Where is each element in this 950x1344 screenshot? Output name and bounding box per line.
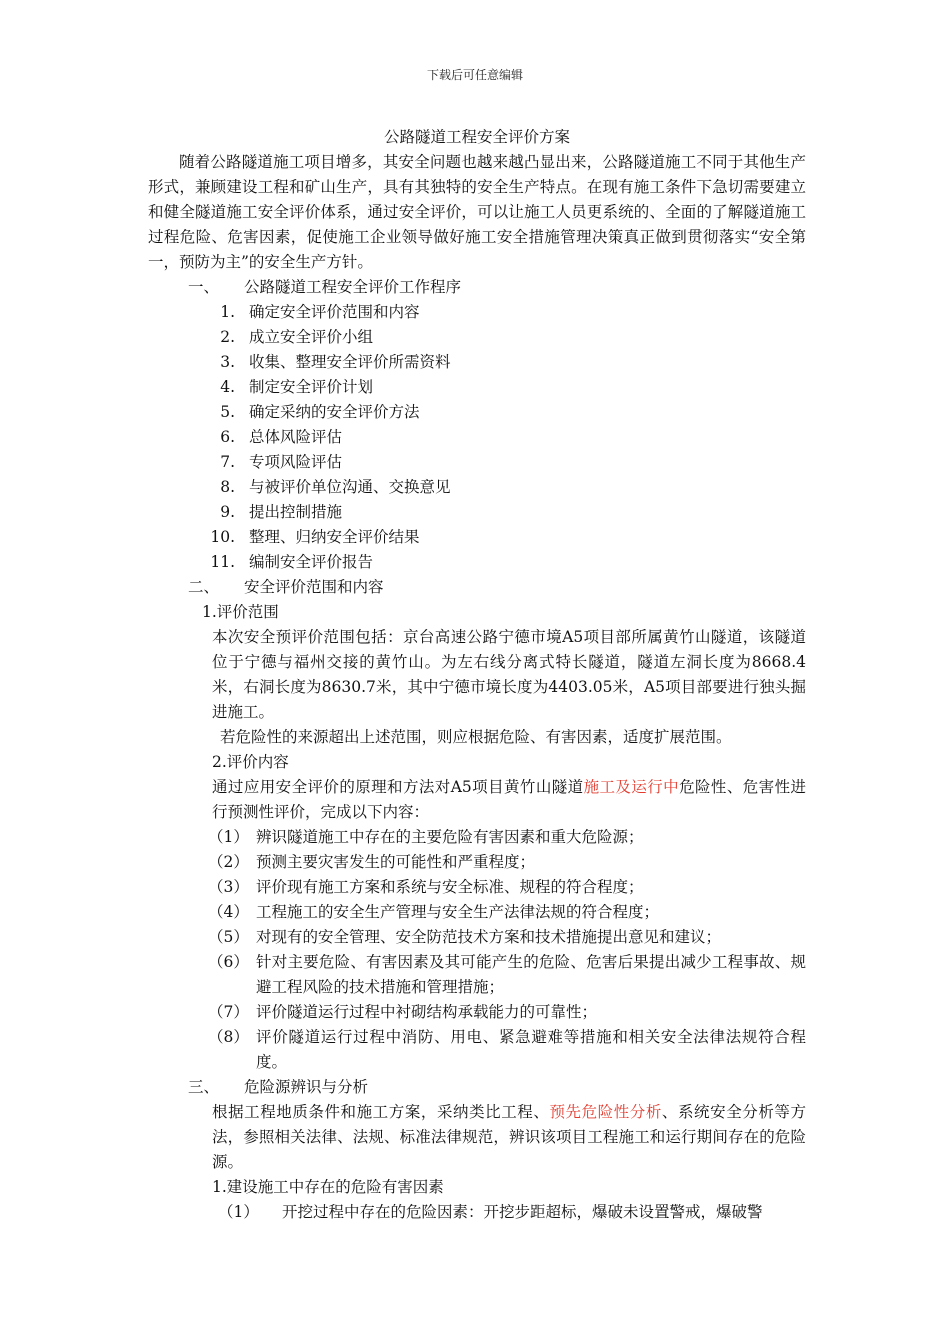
section-title: 危险源辨识与分析 <box>244 1078 369 1096</box>
content-intro <box>148 775 806 825</box>
step-number: 11. <box>210 553 235 571</box>
scope-heading: 1.评价范围 <box>202 603 279 621</box>
item-text: 对现有的安全管理、安全防范技术方案和技术措施提出意见和建议； <box>256 928 722 946</box>
procedure-step <box>148 375 806 400</box>
item-number: （5） <box>208 928 249 946</box>
step-text: 整理、归纳安全评价结果 <box>249 528 420 546</box>
procedure-step <box>148 300 806 325</box>
highlight-text: 施工及运行中 <box>583 778 680 796</box>
procedure-step <box>148 525 806 550</box>
evaluation-item <box>148 925 806 950</box>
section-number: 一、 <box>188 278 220 296</box>
paragraph-text: 根据工程地质条件和施工方案，采纳类比工程、 <box>212 1103 550 1121</box>
scope-paragraph: 本次安全预评价范围包括：京台高速公路宁德市境A5项目部所属黄竹山隧道，该隧道位于宁德与福州交接的黄竹山。为左右线分离式特长隧道，隧道左洞长度为8668.4米，右洞长度为8630.7米，其中宁德市境长度为4403.05米，A5项目部要进行独头掘进施工。 <box>212 628 806 721</box>
section-2-heading <box>148 575 806 600</box>
item-text: 工程施工的安全生产管理与安全生产法律法规的符合程度； <box>256 903 660 921</box>
step-text: 确定采纳的安全评价方法 <box>249 403 420 421</box>
section-3-heading <box>148 1075 806 1100</box>
procedure-list <box>148 300 806 575</box>
step-number: 6. <box>220 428 235 446</box>
document-body <box>148 125 806 1225</box>
step-number: 2. <box>220 328 235 346</box>
item-number: （2） <box>208 853 249 871</box>
page-header: 下载后可任意编辑 <box>426 68 523 82</box>
paragraph-text: 、系统安全分析等方法，参照相关法律、法规、标准法律规范，辨识该项目工程施工和运行期间存在的危险源。 <box>212 1103 806 1171</box>
scope-note: 若危险性的来源超出上述范围，则应根据危险、有害因素，适度扩展范围。 <box>220 728 732 746</box>
evaluation-item <box>148 1000 806 1025</box>
item-number: （7） <box>208 1003 249 1021</box>
item-number: （8） <box>208 1028 249 1046</box>
section-3-paragraph <box>148 1100 806 1175</box>
step-number: 9. <box>220 503 235 521</box>
step-text: 编制安全评价报告 <box>249 553 374 571</box>
hazard-heading: 1.建设施工中存在的危险有害因素 <box>212 1178 444 1196</box>
step-text: 确定安全评价范围和内容 <box>249 303 420 321</box>
item-number: （1） <box>208 828 249 846</box>
section-1-heading <box>148 275 806 300</box>
step-text: 制定安全评价计划 <box>249 378 374 396</box>
section-number: 三、 <box>188 1078 220 1096</box>
evaluation-item <box>148 825 806 850</box>
step-text: 提出控制措施 <box>249 503 343 521</box>
step-number: 4. <box>220 378 235 396</box>
item-number: （4） <box>208 903 249 921</box>
item-number: （1） <box>218 1203 259 1221</box>
step-text: 专项风险评估 <box>249 453 343 471</box>
step-number: 1. <box>220 303 235 321</box>
item-number: （3） <box>208 878 249 896</box>
section-title: 公路隧道工程安全评价工作程序 <box>244 278 462 296</box>
content-intro-text: 通过应用安全评价的原理和方法对A5项目黄竹山隧道 <box>212 778 584 796</box>
evaluation-item <box>148 1025 806 1075</box>
evaluation-item <box>148 900 806 925</box>
section-title: 安全评价范围和内容 <box>244 578 384 596</box>
highlight-text: 预先危险性分析 <box>549 1103 662 1121</box>
step-text: 总体风险评估 <box>249 428 343 446</box>
item-text: 评价现有施工方案和系统与安全标准、规程的符合程度； <box>256 878 644 896</box>
procedure-step <box>148 325 806 350</box>
evaluation-items <box>148 825 806 1075</box>
step-number: 5. <box>220 403 235 421</box>
intro-paragraph: 随着公路隧道施工项目增多，其安全问题也越来越凸显出来，公路隧道施工不同于其他生产形式，兼顾建设工程和矿山生产，具有其独特的安全生产特点。在现有施工条件下急切需要建立和健全隧道施工安全评价体系，通过安全评价，可以让施工人员更系统的、全面的了解隧道施工过程危险、危害因素，促使施工企业领导做好施工安全措施管理决策真正做到贯彻落实“安全第一，预防为主”的安全生产方针。 <box>148 153 806 271</box>
step-number: 7. <box>220 453 235 471</box>
procedure-step <box>148 400 806 425</box>
step-number: 8. <box>220 478 235 496</box>
section-number: 二、 <box>188 578 220 596</box>
document-title: 公路隧道工程安全评价方案 <box>383 128 570 146</box>
evaluation-item <box>148 875 806 900</box>
content-intro-text: 危险性、危害性进行预测性评价，完成以下内容： <box>212 778 806 821</box>
content-heading: 2.评价内容 <box>212 753 289 771</box>
step-text: 成立安全评价小组 <box>249 328 374 346</box>
item-text: 辨识隧道施工中存在的主要危险有害因素和重大危险源； <box>256 828 644 846</box>
procedure-step <box>148 500 806 525</box>
step-number: 10. <box>210 528 235 546</box>
procedure-step <box>148 425 806 450</box>
item-number: （6） <box>208 953 249 971</box>
procedure-step <box>148 350 806 375</box>
step-text: 收集、整理安全评价所需资料 <box>249 353 451 371</box>
item-text: 评价隧道运行过程中消防、用电、紧急避难等措施和相关安全法律法规符合程度。 <box>256 1028 806 1071</box>
item-text: 评价隧道运行过程中衬砌结构承载能力的可靠性； <box>256 1003 598 1021</box>
procedure-step <box>148 475 806 500</box>
item-text: 针对主要危险、有害因素及其可能产生的危险、危害后果提出减少工程事故、规避工程风险的技术措施和管理措施； <box>256 953 806 996</box>
step-text: 与被评价单位沟通、交换意见 <box>249 478 451 496</box>
evaluation-item <box>148 850 806 875</box>
evaluation-item <box>148 950 806 1000</box>
procedure-step <box>148 550 806 575</box>
step-number: 3. <box>220 353 235 371</box>
procedure-step <box>148 450 806 475</box>
item-text: 预测主要灾害发生的可能性和严重程度； <box>256 853 536 871</box>
hazard-item <box>148 1200 806 1225</box>
item-text: 开挖过程中存在的危险因素：开挖步距超标，爆破未设置警戒，爆破警 <box>282 1203 763 1221</box>
